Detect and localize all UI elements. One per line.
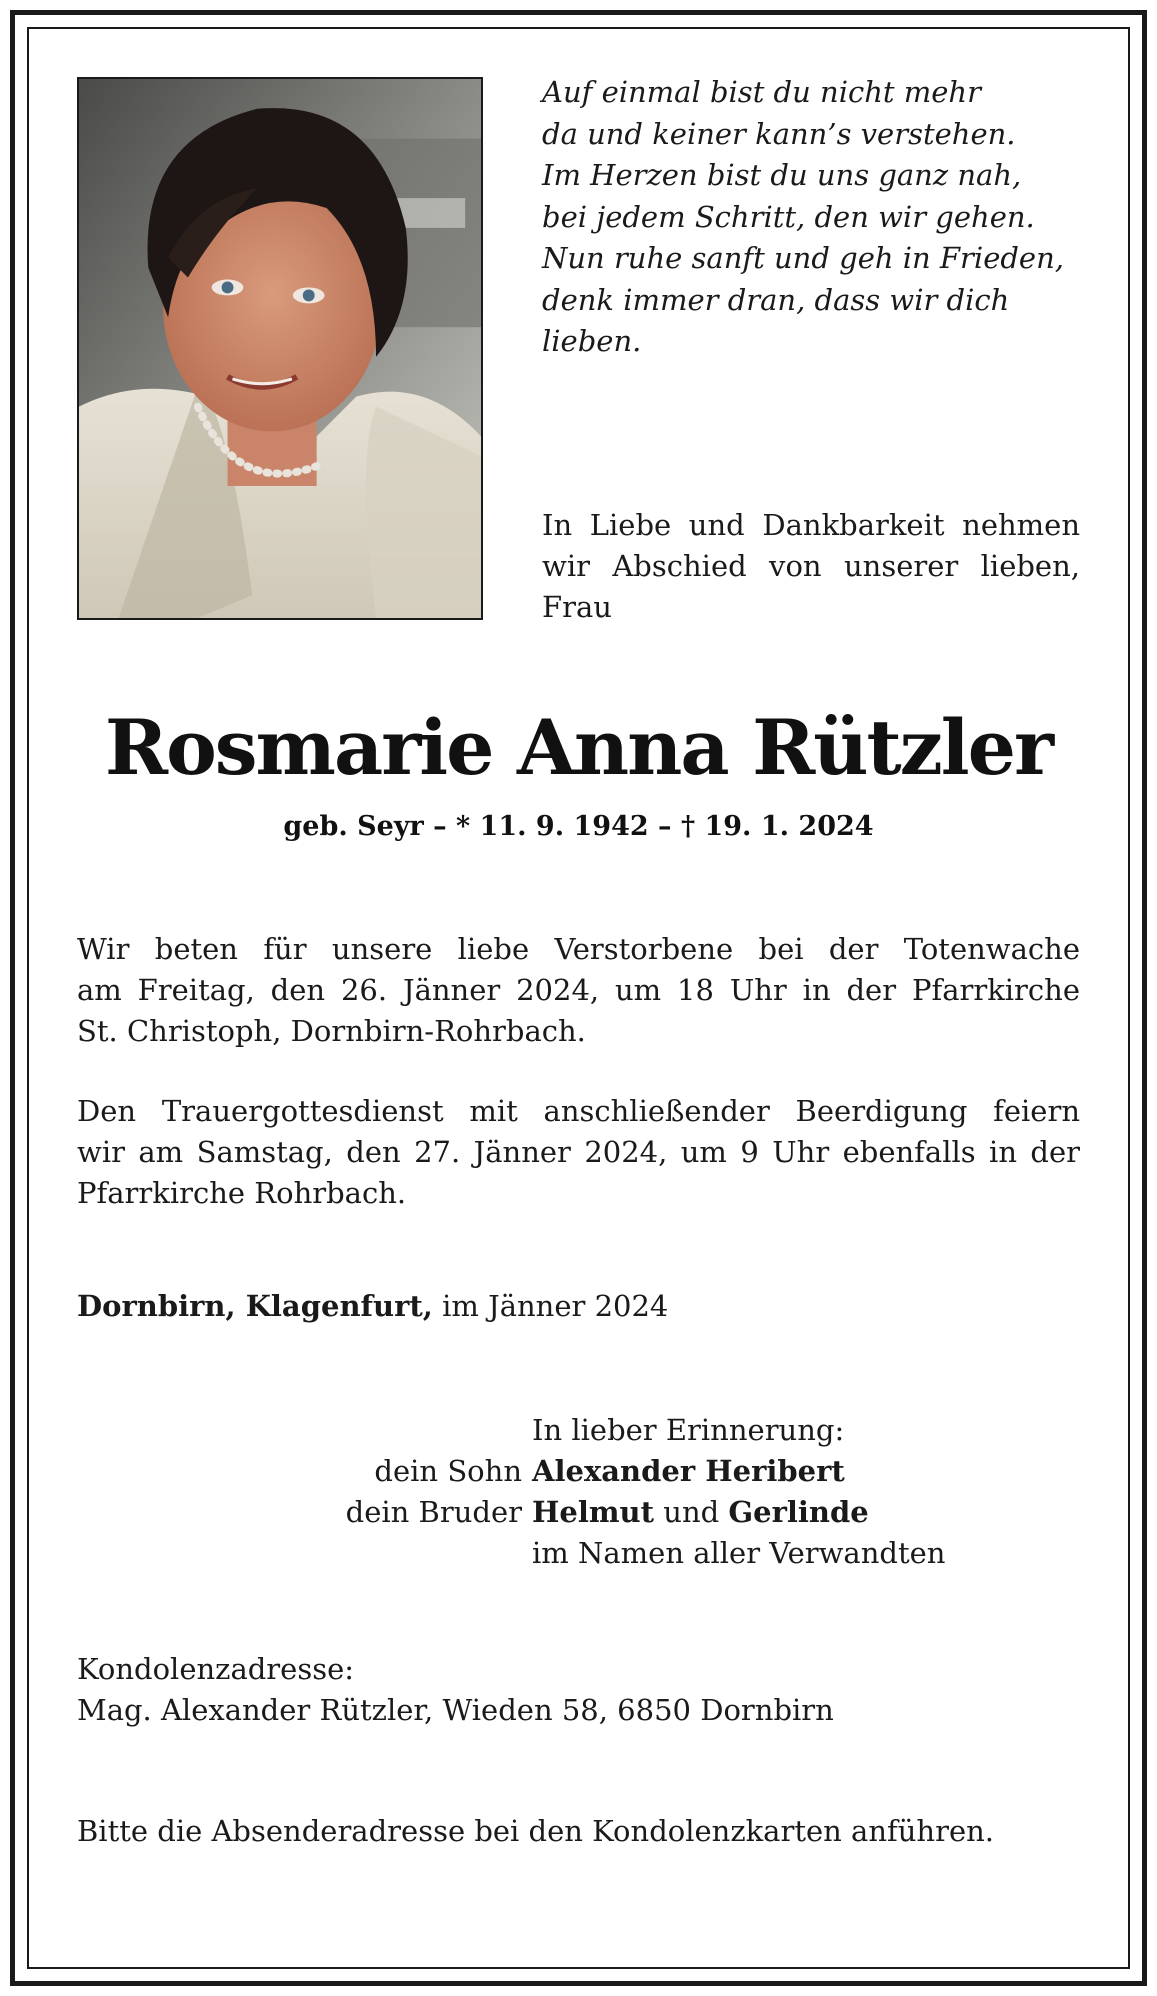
signatory-heading-row: [200, 1410, 1100, 1451]
sender-note: Bitte die Absenderadresse bei den Kondolenzkarten anführen.: [77, 1814, 995, 1848]
condolence-address-line: Mag. Alexander Rützler, Wieden 58, 6850 Dornbirn: [77, 1693, 834, 1727]
funeral-line: Den Trauergottesdienst mit anschließender Beerdigung feiern: [77, 1094, 1080, 1128]
vigil-line: Wir beten für unsere liebe Verstorbene bei der Totenwache: [77, 932, 1080, 966]
poem-line: lieben.: [542, 324, 642, 358]
portrait-image: [79, 79, 481, 618]
poem-line: Nun ruhe sanft und geh in Frieden,: [542, 241, 1064, 275]
brother-partner-name: Gerlinde: [728, 1495, 869, 1529]
poem-line: da und keiner kann’s verstehen.: [542, 116, 1016, 151]
poem-line: Auf einmal bist du nicht mehr: [542, 75, 981, 109]
relatives-line: im Namen aller Verwandten: [532, 1536, 946, 1570]
intro-line: Frau: [542, 590, 612, 624]
son-name: Alexander Heribert: [532, 1454, 845, 1488]
places: Dornbirn, Klagenfurt,: [77, 1289, 433, 1323]
signatories: [200, 1410, 1100, 1574]
poem-line: Im Herzen bist du uns ganz nah,: [542, 158, 1022, 192]
vigil-line: St. Christoph, Dornbirn-Rohrbach.: [77, 1014, 586, 1048]
conjunction: und: [663, 1495, 720, 1529]
portrait-photo: [77, 77, 483, 620]
condolence-label: Kondolenzadresse:: [77, 1652, 355, 1686]
funeral-notice: [77, 1091, 1080, 1214]
poem-line: bei jedem Schritt, den wir gehen.: [542, 199, 1035, 234]
memorial-poem: [542, 72, 1082, 363]
brother-name: Helmut: [532, 1495, 655, 1529]
funeral-line: Pfarrkirche Rohrbach.: [77, 1176, 407, 1210]
vigil-line: am Freitag, den 26. Jänner 2024, um 18 Uhr in der Pfarrkirche: [77, 973, 1080, 1007]
intro-line: In Liebe und Dankbarkeit nehmen: [542, 508, 1080, 542]
signatory-relatives-row: [200, 1533, 1100, 1574]
signatory-heading: In lieber Erinnerung:: [532, 1413, 845, 1447]
farewell-intro: [542, 505, 1080, 628]
deceased-name: Rosmarie Anna Rützler: [104, 703, 1053, 792]
signatory-brother-row: [200, 1492, 1100, 1533]
life-dates: geb. Seyr – * 11. 9. 1942 – † 19. 1. 2024: [283, 811, 874, 842]
son-label: dein Sohn: [374, 1454, 522, 1488]
place-and-date: [77, 1289, 668, 1323]
signatory-son-row: [200, 1451, 1100, 1492]
intro-line: wir Abschied von unserer lieben,: [542, 549, 1080, 583]
brother-label: dein Bruder: [345, 1495, 522, 1529]
condolence-address: [77, 1649, 834, 1731]
poem-line: denk immer dran, dass wir dich: [542, 282, 1010, 317]
funeral-line: wir am Samstag, den 27. Jänner 2024, um 9 Uhr ebenfalls in der: [77, 1135, 1080, 1169]
vigil-notice: [77, 929, 1080, 1052]
date: im Jänner 2024: [442, 1289, 669, 1323]
